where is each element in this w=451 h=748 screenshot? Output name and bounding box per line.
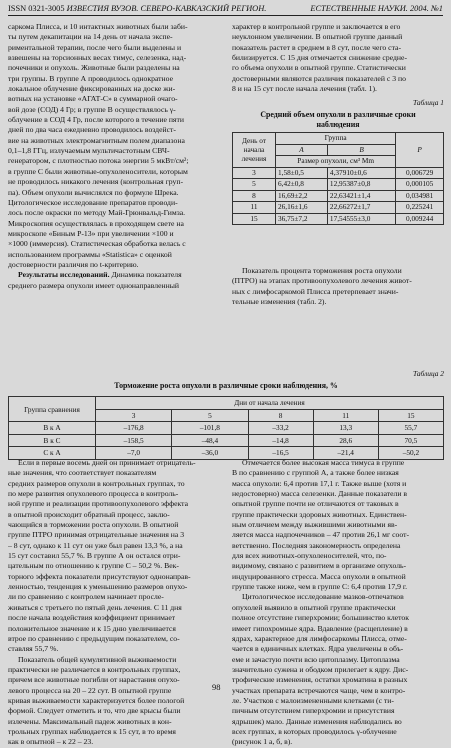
table-cell: 0,000105	[396, 179, 444, 191]
ptro-paragraph	[232, 266, 444, 307]
table-cell: –36,0	[172, 447, 248, 460]
text-line: ле. Участков с малоизмененными клетками (с ти-	[232, 695, 394, 705]
table-cell: –21,4	[313, 447, 378, 460]
text-line: значительно сужена и ободком прилегает к ядру. Дис-	[232, 664, 409, 674]
text-line: причем все животные погибли от нарастания опухо-	[8, 675, 180, 685]
table-cell: –14,8	[248, 434, 313, 447]
text-line: локальное облучение фиксированных на доске жи-	[8, 84, 176, 94]
text-line: неуклонном увеличении. В опытной группе данный	[232, 32, 403, 42]
t2-header-days: Дни от начала лечения	[96, 397, 444, 410]
text-line: Микроскопия осуществлялась в проходящем свете на	[8, 218, 184, 228]
table-cell: 6,42±0,8	[276, 179, 328, 191]
text-line: Отмечается более высокая масса тимуса в группе	[242, 458, 405, 467]
text-line: взвешены на торсионных весах тимус, селезенка, над-	[8, 53, 187, 63]
text-line: средних размеров опухоли в контрольных группах, то	[8, 478, 185, 488]
text-line: го объема опухоли в опытной группе. Статистически	[232, 63, 406, 73]
text-line: (ПТРО) на этапах противоопухолевого лечения живот-	[232, 276, 412, 286]
text-line: практически не различается в контрольных группах,	[8, 664, 181, 674]
text-line: Показатель общей кумулятивной выживаемости	[18, 654, 177, 664]
text-line: цательным по отношению к группе С – 50,2 %. Век-	[8, 561, 179, 571]
table2-label: Таблица 2	[412, 369, 444, 378]
table-header-cell: 15	[378, 409, 443, 422]
text-line: показатель растет в среднем в 8 сут, после чего ста-	[232, 42, 402, 52]
table-cell: 70,5	[378, 434, 443, 447]
text-line: ядрах, характерное для лимфосаркомы Плисса, отме-	[232, 633, 407, 643]
table-cell: С к А	[9, 447, 96, 460]
text-line: ных с лимфосаркомой Плисса претерпевает значи-	[232, 286, 399, 296]
text-line: всех группах, в которых проводилось γ-облучение	[232, 726, 397, 736]
text-line: вотных на установке «АГАТ-С» в суммарной очаго-	[8, 94, 178, 104]
text-line: облучение в СОД 4 Гр, после которого в течение пяти	[8, 115, 184, 125]
t1-header-p: P	[396, 133, 444, 168]
text-line: в группе С были животные-опухоленосители, которым	[8, 166, 188, 176]
text-line: ной группе и реализации противоопухолевого эффекта	[8, 499, 188, 509]
right-column-bottom	[232, 458, 444, 748]
text-line: лось после окраски по методу Май-Грюнвальд-Гимза.	[8, 208, 186, 218]
left-column-bottom	[8, 458, 221, 748]
text-line: ты путем декапитации на 14 день от начала экспе-	[8, 32, 173, 42]
text-line: живаться с третьего по пятый день лечения. С 11 дня	[8, 602, 182, 612]
table-cell: 16,69±2,2	[276, 190, 328, 202]
text-line: как в опытной – к 22 – 23.	[8, 737, 94, 747]
t1-header-a: A	[276, 144, 328, 156]
ptro-discussion-paragraph	[8, 458, 221, 748]
text-line: трофические изменения, остатки хроматина в разных	[232, 675, 408, 685]
table-row	[9, 422, 444, 435]
table-header-cell: 5	[172, 409, 248, 422]
t1-header-day: День от начала лечения	[233, 133, 276, 168]
header-section: ЕСТЕСТВЕННЫЕ НАУКИ. 2004. №1	[310, 4, 443, 13]
table-header-cell: 8	[248, 409, 313, 422]
text-line: микроскопе «Биным P-13» при увеличении ×100 и	[8, 228, 174, 238]
table-row	[233, 202, 444, 214]
text-line: участках препарата встречаются чаще, чем в контро-	[232, 685, 406, 695]
table-cell: –48,4	[172, 434, 248, 447]
table-cell: –158,5	[96, 434, 172, 447]
table-cell: 0,009244	[396, 213, 444, 225]
text-line: почечники и опухоль. Животные были разделены на	[8, 63, 180, 73]
text-line: еме и зачастую почти всю цитоплазму. Цитоплазма	[232, 654, 400, 664]
table-cell: 1,58±0,5	[276, 167, 328, 179]
text-line: Результаты исследований. Динамика показателя	[18, 270, 182, 280]
text-line: полное отсутствие гиперхромии; большинство клеток	[232, 613, 409, 623]
cytology-paragraph	[232, 458, 444, 748]
header-issn: ISSN 0321-3005	[8, 4, 65, 13]
text-line: по мере развития опухолевого процесса в контроль-	[8, 489, 179, 499]
t1-header-size: Размер опухоли, см³ Mm	[276, 156, 396, 168]
header-rule	[8, 15, 443, 16]
text-line: достоверными являются различия показателей с 3 по	[232, 73, 406, 83]
table-cell: –7,0	[96, 447, 172, 460]
table-row	[233, 190, 444, 202]
text-line: характер в контрольной группе и заключается в его	[232, 22, 401, 31]
table-row	[233, 179, 444, 191]
text-line: В по сравнению с группой А, а также более низкая	[232, 468, 399, 478]
text-line: Цитологическое исследование препаратов проводи-	[8, 197, 178, 207]
running-header	[8, 4, 443, 17]
table-cell: 22,63421±1,4	[327, 190, 395, 202]
text-line: ным отличием между выжившими животными яв-	[232, 520, 398, 530]
text-line: генератором, с плотностью потока энергии 5 мкВт/см²;	[8, 156, 189, 166]
text-line: опытной группе почти не отличаются от таковых в	[232, 499, 399, 509]
table-cell: 22,66272±1,7	[327, 202, 395, 214]
text-line: имеет гипохромные ядра. Вдавление (расщепление) в	[232, 623, 408, 633]
t1-header-group: Группа	[276, 133, 396, 145]
right-column-top	[232, 22, 444, 94]
text-line: Цитологическое исследование мазков-отпечатков	[242, 592, 404, 602]
table-header-cell: 3	[96, 409, 172, 422]
table-cell: 4,37910±0,6	[327, 167, 395, 179]
t1-header-b: B	[327, 144, 395, 156]
text-line: Если в первые восемь дней он принимает отрицатель-	[18, 458, 196, 467]
results-heading: Результаты исследований.	[18, 270, 110, 280]
table-header-cell: 11	[313, 409, 378, 422]
text-line: тельные изменения (табл. 2).	[232, 297, 327, 307]
text-line: масса опухоли: 6,4 против 17,1 г. Также выше (хотя и	[232, 478, 407, 488]
text-line: вой дозе (СОД) 4 Гр; в группе В осуществлялось γ-	[8, 104, 176, 114]
table-cell: 0,006729	[396, 167, 444, 179]
table-cell: 13,3	[313, 422, 378, 435]
table-cell: –101,8	[172, 422, 248, 435]
text-line: торного эффекта показатели присутствуют однонаправ-	[8, 571, 191, 581]
text-line: чающийся в торможении роста опухоли. В опытной	[8, 520, 179, 530]
table1-label: Таблица 1	[412, 98, 444, 107]
text-line: (рисунок 1 а, б, в).	[232, 737, 293, 747]
table-cell: 0,225241	[396, 202, 444, 214]
text-line: видимому, связано с развитием в организме опухоль-	[232, 561, 407, 571]
text-line: излечены. Максимальный падеж животных в кон-	[8, 716, 172, 726]
text-line: втрое по сравнению с предыдущим показателем, со-	[8, 633, 180, 643]
text-line: формой. Следует отметить и то, что две крысы были	[8, 706, 181, 716]
table2	[8, 396, 444, 460]
text-line: саркома Плисса, и 10 интактных животных были заби-	[8, 22, 188, 31]
text-line: не проводилось никакого лечения (контрольная груп-	[8, 177, 184, 187]
table-cell: 55,7	[378, 422, 443, 435]
text-line: трольных группах наблюдается к 15 сут, в то время	[8, 726, 176, 736]
text-line: вие на животных электромагнитным полем диапазона	[8, 135, 185, 145]
table-cell: –50,2	[378, 447, 443, 460]
table-cell: 28,6	[313, 434, 378, 447]
table-row	[9, 434, 444, 447]
table-cell: В к С	[9, 434, 96, 447]
table-cell: 8	[233, 190, 276, 202]
table-cell: 0,034981	[396, 190, 444, 202]
text-line: левого процесса на 20 – 22 сут. В опытной группе	[8, 685, 172, 695]
table-cell: 5	[233, 179, 276, 191]
table2-title: Торможение роста опухоли в различные сроки наблюдения, %	[114, 381, 338, 390]
table1	[232, 132, 444, 225]
text-line: 8 и на 15 сут после начала лечения (табл. 1).	[232, 84, 377, 94]
text-line: в опытной происходит обратный процесс, заклю-	[8, 509, 170, 519]
table-cell: –16,5	[248, 447, 313, 460]
text-line: пичным отсутствием гиперхромии и присутствия	[232, 706, 395, 716]
text-line: индуцированного стресса. Масса опухоли в опытной	[232, 571, 406, 581]
text-line: ядрышек) мало. Данные изменения наблюдались во	[232, 716, 402, 726]
text-line: использованием программы «Statistica» с оценкой	[8, 249, 172, 259]
tumor-dynamics-paragraph	[232, 22, 444, 94]
table-cell: 12,95387±0,8	[327, 179, 395, 191]
table-row	[233, 213, 444, 225]
table-row	[233, 167, 444, 179]
text-line: ли по сравнению с контролем начинает просле-	[8, 592, 164, 602]
right-column-ptro	[232, 266, 444, 307]
text-line: группе практически здоровых животных. Единствен-	[232, 509, 407, 519]
t2-header-group: Группа сравнения	[9, 397, 96, 422]
text-line: кривая выживаемости характеризуется более пологой	[8, 695, 185, 705]
text-line: группе ПТРО принимая отрицательные значения на 3	[8, 530, 185, 540]
table-cell: –33,2	[248, 422, 313, 435]
text-line: чается в единичных клетках. Ядра увеличены в объ-	[232, 644, 404, 654]
text-line: для всех животных-опухоленосителей, что, по-	[232, 551, 387, 561]
text-line: положительное значение и к 15 дню увеличивается	[8, 623, 176, 633]
text-line: ленностью, тенденция к уменьшению размеров опухо-	[8, 582, 188, 592]
header-left	[8, 4, 266, 13]
text-line: билизируется. С 15 дня отмечается снижение средне-	[232, 53, 407, 63]
text-line: ×1000 (иммерсия). Статистическая обработка велась с	[8, 239, 186, 249]
text-line: достоверности различия по t-критерию.	[8, 259, 139, 269]
text-line: группе также ниже, чем в группе С: 6,4 против 17,9 г.	[232, 582, 408, 592]
text-line: – 8 сут, однако к 11 сут он уже был равен 13,3 %, а на	[8, 540, 183, 550]
text-line: опухолей выявило в опытной группе практически	[232, 602, 396, 612]
header-journal: ИЗВЕСТИЯ ВУЗОВ. СЕВЕРО-КАВКАЗСКИЙ РЕГИОН.	[66, 4, 267, 13]
text-line: 15 сут составил 55,7 %. В группе А он остался отри-	[8, 551, 181, 561]
table-cell: 26,16±1,6	[276, 202, 328, 214]
table-cell: 17,54555±3,0	[327, 213, 395, 225]
text-line: риментальной терапии, после чего были выделены и	[8, 42, 182, 52]
methods-paragraph	[8, 22, 221, 270]
table-cell: 15	[233, 213, 276, 225]
left-column-methods	[8, 22, 221, 291]
text-line: ляется масса надпочечников – 47 против 26,1 мг соот-	[232, 530, 410, 540]
page-number: 98	[212, 682, 221, 692]
text-line: ставляя 55,7 %.	[8, 644, 59, 654]
text-line: недостоверно) масса селезенки. Данные показатели в	[232, 489, 408, 499]
text-line: среднего размера опухоли имеет однонаправленный	[8, 280, 179, 290]
table-cell: –176,8	[96, 422, 172, 435]
text-line: Показатель процента торможения роста опухоли	[242, 266, 402, 275]
table-cell: 36,75±7,2	[276, 213, 328, 225]
table-cell: В к А	[9, 422, 96, 435]
text-line: три группы. В группе А проводилось однократное	[8, 73, 173, 83]
table-cell: 3	[233, 167, 276, 179]
text-line: дней по два часа ежедневно проводилось воздейст-	[8, 125, 176, 135]
results-paragraph	[8, 270, 221, 291]
text-line: ные значения, что соответствует показателям	[8, 468, 157, 478]
text-line: после начала воздействия коэффициент принимает	[8, 613, 176, 623]
table1-title: Средний объем опухоли в различные сроки наблюдения	[260, 110, 416, 129]
text-line: па). Объем опухоли вычислялся по формуле Шрека.	[8, 187, 179, 197]
text-line: 0,1–1,8 ГГц, излучаемым мультичастотным СВЧ-	[8, 146, 170, 156]
text-line: ветственно. Последняя закономерность определена	[232, 540, 401, 550]
table-cell: 11	[233, 202, 276, 214]
